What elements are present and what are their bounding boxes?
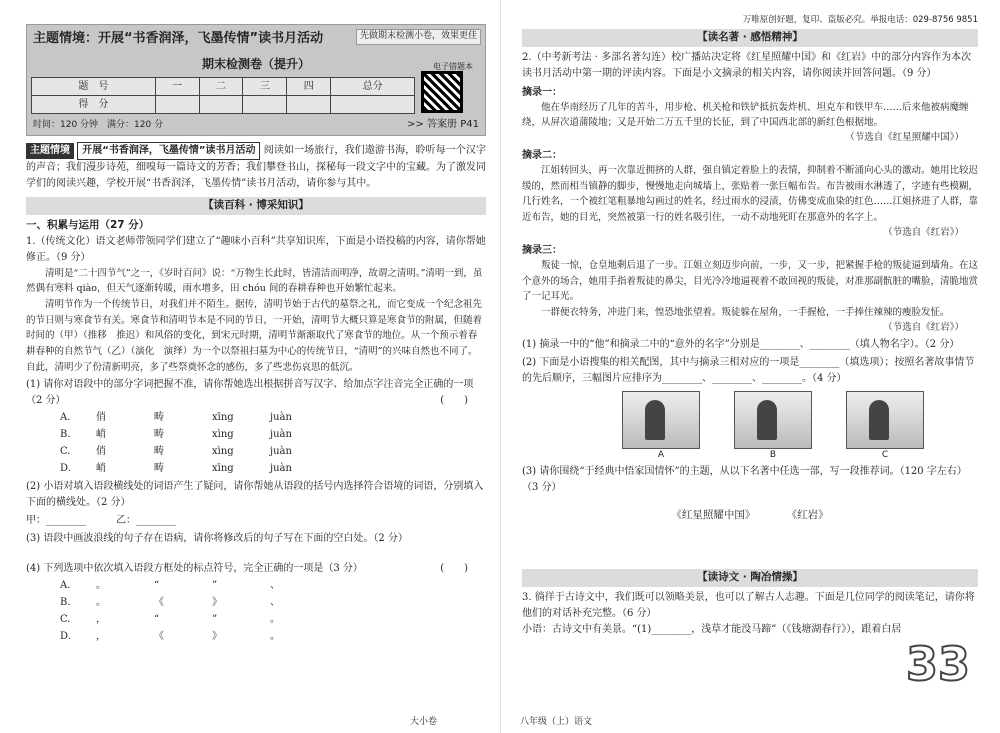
score-cell: 总分 <box>331 78 415 96</box>
answer-space <box>26 547 486 559</box>
score-cell: 三 <box>243 78 287 96</box>
score-table <box>31 77 415 114</box>
option-cell: 畴 <box>154 463 164 475</box>
option-letter: C. <box>60 446 71 458</box>
excerpt-source: （节选自《红星照耀中国》） <box>845 131 964 143</box>
intro-paragraph <box>26 142 486 192</box>
option-cell: ， <box>96 614 106 626</box>
right-page <box>500 0 1000 733</box>
score-input-cell <box>243 96 287 114</box>
copyright-note: 万唯原创好题，复印、盗版必究。举报电话：029-8756 9851 <box>742 15 978 25</box>
exam-title: 期末检测卷（提升） <box>201 56 310 71</box>
option-cell: xīng <box>212 463 234 475</box>
illustration-row <box>522 391 978 449</box>
question-1-2-answer-line: 甲：________ 乙：________ <box>26 515 176 527</box>
answer-bracket: ( ) <box>440 563 468 575</box>
theme-tag-subtitle: 开展“书香润泽，飞墨传情”读书月活动 <box>77 142 260 160</box>
illustration-labels <box>522 449 978 463</box>
option-cell: 《 <box>154 631 164 643</box>
option-cell: 、 <box>270 597 280 609</box>
excerpt-text: 江姐转回头，再一次靠近拥挤的人群，强自镇定着脸上的表情，抑制着不断涌向心头的激动。她用比较迟缓的，然而相当镇静的脚步，慢慢地走向城墙上，张贴着一张巨幅布告。布告被雨水淋透了，字迹有些模糊，几行姓名，一个被红笔粗暴地勾画过的姓名，经过雨水的浸渍，仿佛变成血染的红色……江姐挤进了人群，靠近布告，她的目光，突然被第一行的姓名吸引住，一动不动地死盯在那意外的名字上。 <box>522 165 979 224</box>
illustration-label: B <box>769 449 777 460</box>
score-cell: 得 分 <box>32 96 156 114</box>
option-cell: juàn <box>270 412 292 424</box>
question-2-intro: 2.（中考新考法 · 多部名著勾连）校广播站决定将《红星照耀中国》和《红岩》中的部分内容作为本次读书月活动中第一期的评读内容。下面是小文摘录的相关内容，请你阅读并回答问题。（9 分） <box>522 51 972 79</box>
score-table-header-row <box>32 78 415 96</box>
option-row <box>60 611 486 628</box>
option-cell: juàn <box>270 463 292 475</box>
score-input-cell <box>331 96 415 114</box>
option-row <box>60 460 486 477</box>
option-row <box>60 628 486 645</box>
question-1-intro: 1.（传统文化）语文老师带领同学们建立了“趣味小百科”共享知识库，下面是小语投稿的内容，请你帮她修正。（9 分） <box>26 235 486 263</box>
excerpt-heading: 摘录三： <box>522 245 562 257</box>
book-title: 《红星照耀中国》 <box>671 509 756 522</box>
option-cell: 峭 <box>96 463 106 475</box>
illustration-image <box>846 391 924 449</box>
option-cell: juàn <box>270 429 292 441</box>
excerpt-source: （节选自《红岩》） <box>883 321 964 333</box>
option-cell: 。 <box>96 580 106 592</box>
illustration-image <box>734 391 812 449</box>
illustration-label: A <box>657 449 665 460</box>
excerpt-text: 一群便衣特务，冲进门来，惶恐地张望着。叛徒躲在屋角，一手握枪，一手捧住辣辣的瘦脸发怔。 <box>541 307 950 319</box>
options-list <box>26 409 486 477</box>
option-cell: 俏 <box>96 412 106 424</box>
score-input-cell <box>199 96 243 114</box>
page-number: 33 <box>905 637 970 691</box>
book-title: 《红岩》 <box>786 509 829 522</box>
option-letter: C. <box>60 614 71 626</box>
section-title: 【读名著 · 感悟精神】 <box>522 29 978 47</box>
excerpt-text: 他在华南经历了几年的苦斗，用步枪、机关枪和铁铲抵抗轰炸机、坦克车和铁甲车……后来他被病魔缠绕，从屏次道蒲陵地；又是开始二万五千里的长征，到了中国西北部的新红色根据地。 <box>522 101 969 129</box>
section-title: 【读百科 · 博采知识】 <box>26 197 486 215</box>
option-cell: 》 <box>212 631 222 643</box>
option-cell: 畴 <box>154 429 164 441</box>
option-cell: 畴 <box>154 412 164 424</box>
answer-bracket: ( ) <box>440 395 468 407</box>
exam-header-box <box>26 24 486 136</box>
question-1-4 <box>26 561 486 577</box>
option-row <box>60 443 486 460</box>
theme-title: 主题情境：开展“书香润泽，飞墨传情”读书月活动 <box>33 31 324 46</box>
exam-meta: 时间：120 分钟 满分：120 分 <box>33 119 164 130</box>
score-cell: 题 号 <box>32 78 156 96</box>
option-cell: 峭 <box>96 429 106 441</box>
option-cell: ” <box>212 614 218 626</box>
option-cell: 畴 <box>154 446 164 458</box>
illustration-label: C <box>881 449 889 460</box>
option-cell: 、 <box>270 580 280 592</box>
option-row <box>60 594 486 611</box>
options-list <box>26 577 486 645</box>
question-1-1 <box>26 377 486 409</box>
option-row <box>60 409 486 426</box>
theme-tag: 主题情境 <box>26 143 74 159</box>
excerpt-text: 叛徒一惊，仓皇地剩后退了一步。江姐立刻迈步向前，一步，又一步，把紧握手枪的叛徒逼到墙角。在这个意外的场合，她用手指着叛徒的鼻尖，目光冷冷地逼视着不敢回视的叛徒，对准那副骯脏的嘴脸，清脆地赏了一记耳光。 <box>522 260 979 303</box>
question-2-3: (3) 请你围绕“于经典中悟家国情怀”的主题，从以下名著中任选一部，写一段推荐词。（120 字左右）（3 分） <box>522 466 967 494</box>
passage-paragraph: 清明是“二十四节气”之一，《岁时百问》说：“万物生长此时，皆清洁而明净，故谓之清明。”清明一到，虽然偶有寒料 qiào，但天气逐渐转暖，雨水增多，田 chóu 间的春耕春种也开始繁忙起来。 <box>26 267 483 295</box>
question-text: (4) 下列选项中依次填入语段方框处的标点符号，完全正确的一项是（3 分） <box>26 563 363 575</box>
option-cell: ， <box>96 631 106 643</box>
footer-right: 八年级（上）语文 <box>520 716 593 727</box>
option-letter: D. <box>60 631 71 643</box>
answer-space <box>522 524 978 564</box>
option-cell: 《 <box>154 597 164 609</box>
score-input-cell <box>155 96 199 114</box>
question-3-line: 小语：古诗文中有美景。“(1)________，浅草才能没马蹄”（《钱塘湖春行》），跟着白居 <box>522 623 902 635</box>
section-title: 【读诗文 · 陶冶情操】 <box>522 569 978 587</box>
score-input-cell <box>287 96 331 114</box>
qr-label: 电子错题本 <box>433 62 473 71</box>
score-cell: 四 <box>287 78 331 96</box>
option-cell: 俏 <box>96 446 106 458</box>
passage-paragraph: 清明节作为一个传统节日，对我们并不陌生。据传，清明节始于古代的墓祭之礼，而它变成一个纪念祖先的节日则与寒食节有关。寒食节和清明节本是不同的节日，一开始，清明节大概只算是寒食节的附属，但随着时间的（甲）（推移 推迟）和风俗的变化，到宋元时期，清明节渐渐取代了寒食节的地位。从一个预示着春耕春种的自然节气（乙）（演化 演绎）为一个以祭祖扫墓为中心的传统节日，“清明”的兴味自然也不同了。自此，清明少了份清新明亮，多了些祭奠怀念的感伤，多了些悲伤哀思的低沉。 <box>26 298 483 373</box>
option-cell: ” <box>212 580 218 592</box>
excerpt-heading: 摘录二： <box>522 150 562 162</box>
score-cell: 二 <box>199 78 243 96</box>
option-cell: 。 <box>270 631 280 643</box>
option-cell: juàn <box>270 446 292 458</box>
option-letter: A. <box>60 412 71 424</box>
option-cell: xìng <box>212 429 234 441</box>
answer-reference: >> 答案册 P41 <box>407 119 479 130</box>
question-1-2: (2) 小语对填入语段横线处的词语产生了疑问，请你帮她从语段的括号内选择符合语境的词语，分别填入下面的横线处。（2 分） <box>26 481 484 509</box>
excerpt-heading: 摘录一： <box>522 86 562 98</box>
option-cell: “ <box>154 580 160 592</box>
part-heading: 一、积累与运用（27 分） <box>26 218 150 231</box>
option-letter: D. <box>60 463 71 475</box>
question-2-1: (1) 摘录一中的“他”和摘录二中的“意外的名字”分别是________、________（填人物名字）。（2 分） <box>522 338 960 350</box>
question-3-intro: 3. 徜徉于古诗文中，我们既可以领略美景，也可以了解古人志趣。下面是几位同学的阅读笔记，请你将他们的对话补充完整。（6 分） <box>522 591 975 619</box>
qr-code-icon <box>421 71 463 113</box>
option-letter: B. <box>60 597 71 609</box>
question-text: (1) 请你对语段中的部分字词把握不准，请你帮她选出根据拼音写汉字、给加点字注音完全正确的一项（2 分） <box>26 379 474 407</box>
option-cell: 》 <box>212 597 222 609</box>
excerpt-source: （节选自《红岩》） <box>883 226 964 238</box>
intro-text: 阅读如一场旅行，我们遨游书海，聆听每一个汉字的声音；我们漫步诗苑，细嗅每一篇诗文的芳香；我们攀登书山，探秘每一段文字中的宝藏。为了激发同学们的阅读兴趣，学校开展“书香润泽，飞墨传情”读书月活动，请你参与其中。 <box>26 145 487 189</box>
option-cell: 。 <box>96 597 106 609</box>
option-row <box>60 577 486 594</box>
option-cell: xìng <box>212 446 234 458</box>
option-cell: “ <box>154 614 160 626</box>
option-letter: A. <box>60 580 71 592</box>
footer-left: 大小卷 <box>410 716 438 727</box>
theme-note: 先做期末检测小卷，效果更佳 <box>356 29 481 45</box>
question-2-2: (2) 下面是小语搜集的相关配图，其中与摘录三相对应的一项是________（填选项）；按照名著故事情节的先后顺序，三幅图片应排序为________、________、________。（4 分） <box>522 356 975 384</box>
score-cell: 一 <box>155 78 199 96</box>
question-1-3: (3) 语段中画波浪线的句子存在语病，请你将修改后的句子写在下面的空白处。（2 分） <box>26 533 408 545</box>
option-row <box>60 426 486 443</box>
option-cell: xīng <box>212 412 234 424</box>
illustration-image <box>622 391 700 449</box>
book-list <box>522 508 978 524</box>
option-letter: B. <box>60 429 71 441</box>
option-cell: 。 <box>270 614 280 626</box>
score-table-score-row <box>32 96 415 114</box>
